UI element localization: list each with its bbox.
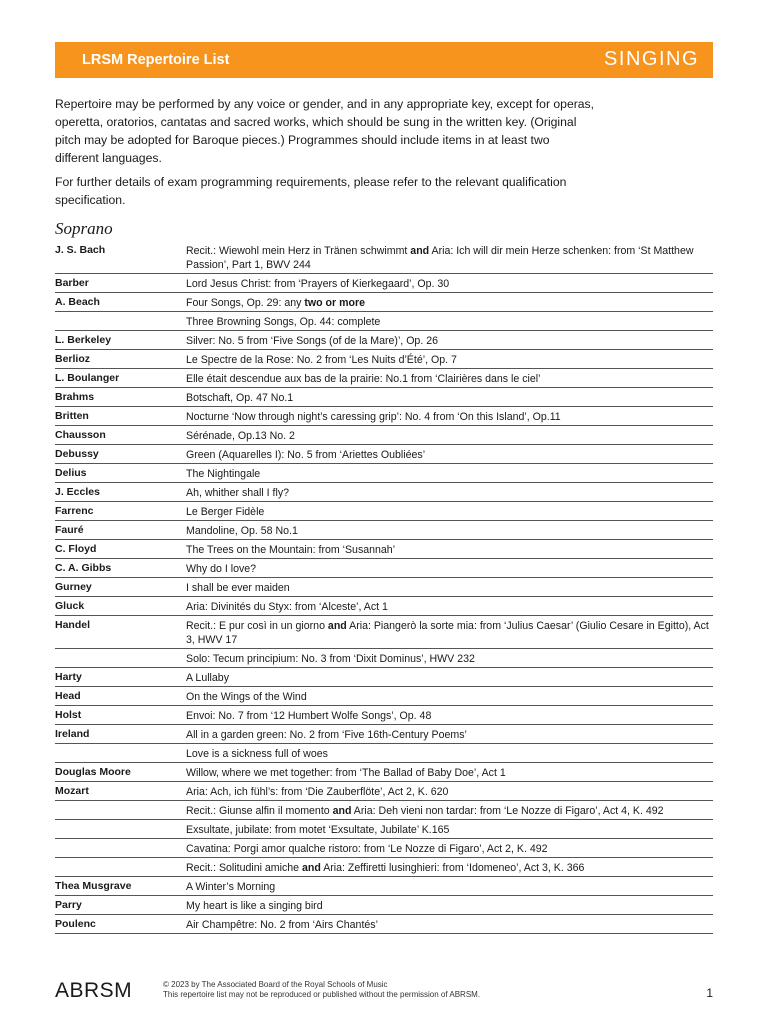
composer-cell: Parry <box>55 899 82 911</box>
work-text: Nocturne ‘Now through night’s caressing grip’: No. 4 from ‘On this Island’, Op.11 <box>186 411 561 423</box>
work-cell <box>186 445 713 463</box>
work-text: Le Spectre de la Rose: No. 2 from ‘Les Nuits d’Été’, Op. 7 <box>186 354 457 366</box>
work-text: On the Wings of the Wind <box>186 691 307 703</box>
work-text: Lord Jesus Christ: from ‘Prayers of Kierkegaard’, Op. 30 <box>186 278 450 290</box>
composer-cell: L. Boulanger <box>55 372 120 384</box>
table-row <box>55 782 713 801</box>
work-emphasis: and <box>327 620 347 632</box>
table-row <box>55 241 713 274</box>
work-cell <box>186 725 713 743</box>
composer-cell: Delius <box>55 467 87 479</box>
work-cell <box>186 616 713 648</box>
table-row <box>55 540 713 559</box>
work-text: Mandoline, Op. 58 No.1 <box>186 525 298 537</box>
section-title: Soprano <box>55 219 113 238</box>
work-text: Elle était descendue aux bas de la prairie: No.1 from ‘Clairières dans le ciel’ <box>186 373 541 385</box>
work-cell <box>186 241 713 273</box>
document-title: LRSM Repertoire List <box>82 52 230 68</box>
composer-cell: A. Beach <box>55 296 100 308</box>
abrsm-logo: ABRSM <box>55 979 133 1002</box>
work-text: Why do I love? <box>186 563 257 575</box>
work-text: Recit.: Solitudini amiche <box>186 862 302 874</box>
work-cell <box>186 559 713 577</box>
work-text: The Nightingale <box>186 468 261 480</box>
table-row <box>55 649 713 668</box>
table-row <box>55 445 713 464</box>
composer-cell: Chausson <box>55 429 106 441</box>
table-row <box>55 464 713 483</box>
work-text: Willow, where we met together: from ‘The Ballad of Baby Doe’, Act 1 <box>186 767 506 779</box>
work-cell <box>186 464 713 482</box>
copyright-notice <box>163 980 480 1000</box>
work-cell <box>186 388 713 406</box>
work-cell <box>186 331 713 349</box>
table-row <box>55 502 713 521</box>
work-cell <box>186 521 713 539</box>
work-cell <box>186 483 713 501</box>
work-emphasis: and <box>410 245 430 257</box>
composer-cell: Berlioz <box>55 353 91 365</box>
work-cell <box>186 744 713 762</box>
work-text: All in a garden green: No. 2 from ‘Five 16th-Century Poems’ <box>186 729 467 741</box>
work-cell <box>186 858 713 876</box>
footer <box>55 975 713 1005</box>
work-cell <box>186 312 713 330</box>
work-text: Aria: Ich will dir mein Herze schenken: from ‘St Matthew Passion’, Part 1, BWV 244 <box>186 245 694 271</box>
work-text: Aria: Deh vieni non tardar: from ‘Le Nozze di Figaro’, Act 4, K. 492 <box>351 805 664 817</box>
work-emphasis: two or more <box>304 297 365 309</box>
work-cell <box>186 274 713 292</box>
work-text: Exsultate, jubilate: from motet ‘Exsultate, Jubilate’ K.165 <box>186 824 450 836</box>
table-row <box>55 616 713 649</box>
table-row <box>55 668 713 687</box>
composer-cell: C. Floyd <box>55 543 97 555</box>
work-text: Aria: Divinités du Styx: from ‘Alceste’, Act 1 <box>186 601 388 613</box>
work-text: I shall be ever maiden <box>186 582 290 594</box>
work-cell <box>186 369 713 387</box>
table-row <box>55 839 713 858</box>
work-text: Silver: No. 5 from ‘Five Songs (of de la Mare)’, Op. 26 <box>186 335 438 347</box>
work-text: Aria: Ach, ich fühl’s: from ‘Die Zauberflöte’, Act 2, K. 620 <box>186 786 449 798</box>
table-row <box>55 388 713 407</box>
work-cell <box>186 649 713 667</box>
table-row <box>55 915 713 934</box>
work-cell <box>186 820 713 838</box>
table-row <box>55 274 713 293</box>
work-cell <box>186 502 713 520</box>
work-text: Love is a sickness full of woes <box>186 748 328 760</box>
work-cell <box>186 597 713 615</box>
intro-text <box>55 95 595 215</box>
work-cell <box>186 350 713 368</box>
work-text: My heart is like a singing bird <box>186 900 323 912</box>
table-row <box>55 858 713 877</box>
composer-cell: Mozart <box>55 785 89 797</box>
table-row <box>55 483 713 502</box>
work-cell <box>186 578 713 596</box>
work-text: Three Browning Songs, Op. 44: complete <box>186 316 381 328</box>
composer-cell: Brahms <box>55 391 95 403</box>
table-row <box>55 578 713 597</box>
table-row <box>55 369 713 388</box>
composer-cell: Holst <box>55 709 82 721</box>
work-emphasis: and <box>332 805 352 817</box>
table-row <box>55 597 713 616</box>
work-text: Aria: Piangerò la sorte mia: from ‘Julius Caesar’ (Giulio Cesare in Egitto), Act 3, HWV 17 <box>186 620 709 646</box>
composer-cell: Farrenc <box>55 505 94 517</box>
composer-cell: Head <box>55 690 81 702</box>
work-cell <box>186 896 713 914</box>
composer-cell: Poulenc <box>55 918 96 930</box>
work-text: Green (Aquarelles I): No. 5 from ‘Ariettes Oubliées’ <box>186 449 426 461</box>
work-text: Botschaft, Op. 47 No.1 <box>186 392 294 404</box>
composer-cell: Fauré <box>55 524 84 536</box>
work-text: Recit.: Giunse alfin il momento <box>186 805 333 817</box>
work-text: Recit.: E pur così in un giorno <box>186 620 328 632</box>
work-text: Four Songs, Op. 29: any <box>186 297 305 309</box>
work-cell <box>186 763 713 781</box>
work-text: A Winter’s Morning <box>186 881 276 893</box>
subject-title: SINGING <box>604 48 699 70</box>
composer-cell: Debussy <box>55 448 99 460</box>
work-cell <box>186 801 713 819</box>
work-text: The Trees on the Mountain: from ‘Susannah’ <box>186 544 396 556</box>
composer-cell: Harty <box>55 671 82 683</box>
work-text: Recit.: Wiewohl mein Herz in Tränen schwimmt <box>186 245 411 257</box>
composer-cell: J. Eccles <box>55 486 100 498</box>
table-row <box>55 426 713 445</box>
work-cell <box>186 540 713 558</box>
table-row <box>55 820 713 839</box>
work-emphasis: and <box>302 862 321 874</box>
work-text: Envoi: No. 7 from ‘12 Humbert Wolfe Songs’, Op. 48 <box>186 710 432 722</box>
work-text: Cavatina: Porgi amor qualche ristoro: from ‘Le Nozze di Figaro’, Act 2, K. 492 <box>186 843 548 855</box>
work-cell <box>186 706 713 724</box>
table-row <box>55 350 713 369</box>
work-cell <box>186 407 713 425</box>
work-text: Le Berger Fidèle <box>186 506 265 518</box>
page-number: 1 <box>706 986 713 1000</box>
work-text: Solo: Tecum principium: No. 3 from ‘Dixit Dominus’, HWV 232 <box>186 653 475 665</box>
intro-paragraph: For further details of exam programming requirements, please refer to the relevant qualification specification. <box>55 175 567 207</box>
table-row <box>55 293 713 312</box>
work-cell <box>186 915 713 933</box>
composer-cell: Gluck <box>55 600 85 612</box>
work-text: Sérénade, Op.13 No. 2 <box>186 430 295 442</box>
work-cell <box>186 426 713 444</box>
work-text: Ah, whither shall I fly? <box>186 487 290 499</box>
table-row <box>55 744 713 763</box>
table-row <box>55 725 713 744</box>
work-text: A Lullaby <box>186 672 229 684</box>
work-cell <box>186 877 713 895</box>
table-row <box>55 331 713 350</box>
composer-cell: L. Berkeley <box>55 334 112 346</box>
work-text: Air Champêtre: No. 2 from ‘Airs Chantés’ <box>186 919 378 931</box>
composer-cell: Barber <box>55 277 89 289</box>
repertoire-table <box>55 241 713 934</box>
table-row <box>55 877 713 896</box>
composer-cell: J. S. Bach <box>55 244 106 256</box>
table-row <box>55 706 713 725</box>
composer-cell: C. A. Gibbs <box>55 562 112 574</box>
composer-cell: Britten <box>55 410 89 422</box>
work-cell <box>186 293 713 311</box>
table-row <box>55 521 713 540</box>
work-cell <box>186 668 713 686</box>
composer-cell: Ireland <box>55 728 90 740</box>
composer-cell: Gurney <box>55 581 92 593</box>
table-row <box>55 687 713 706</box>
copyright-line: © 2023 by The Associated Board of the Royal Schools of Music <box>163 980 388 989</box>
table-row <box>55 559 713 578</box>
composer-cell: Handel <box>55 619 91 631</box>
reproduction-notice: This repertoire list may not be reproduced or published without the permission of ABRSM. <box>163 990 481 999</box>
composer-cell: Thea Musgrave <box>55 880 132 892</box>
table-row <box>55 896 713 915</box>
table-row <box>55 763 713 782</box>
work-text: Aria: Zeffiretti lusinghieri: from ‘Idomeneo’, Act 3, K. 366 <box>320 862 585 874</box>
work-cell <box>186 839 713 857</box>
table-row <box>55 312 713 331</box>
work-cell <box>186 687 713 705</box>
header-banner <box>55 42 713 78</box>
composer-cell: Douglas Moore <box>55 766 131 778</box>
intro-paragraph: Repertoire may be performed by any voice or gender, and in any appropriate key, except for operas, operetta, oratorios, cantatas and sacred works, which should be sung in the written key. (Original pitch may be adopted for Baroque pieces.) Programmes should include items in at least two different languages. <box>55 97 595 165</box>
work-cell <box>186 782 713 800</box>
table-row <box>55 801 713 820</box>
table-row <box>55 407 713 426</box>
